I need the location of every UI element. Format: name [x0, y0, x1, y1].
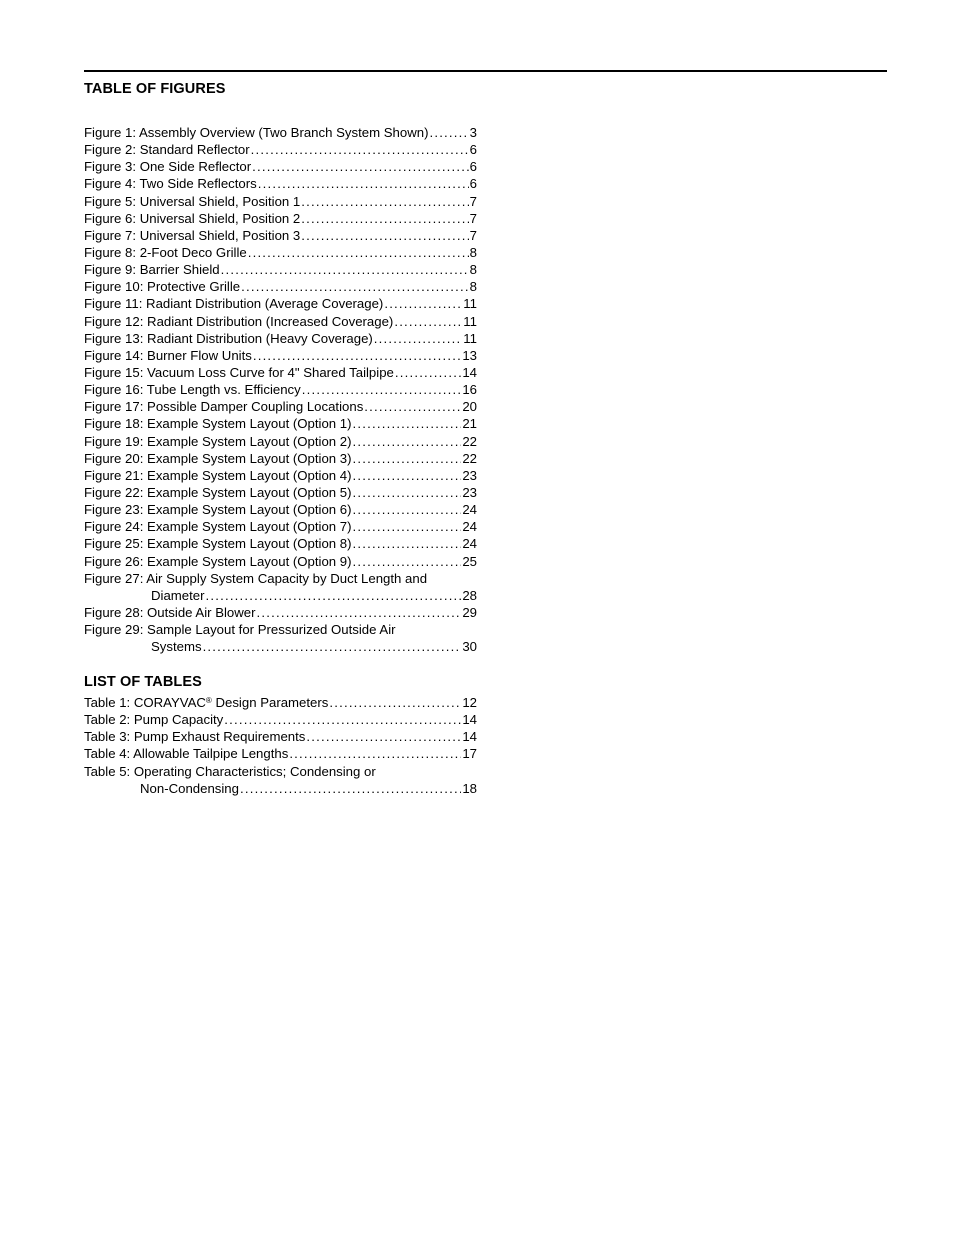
dot-leader [253, 347, 461, 364]
page-number: 11 [463, 330, 477, 346]
dot-leader [374, 330, 463, 347]
page-number: 13 [462, 347, 477, 363]
page-number: 8 [469, 279, 477, 295]
page-number: 7 [469, 193, 477, 209]
dot-leader [301, 227, 468, 244]
figures-list [84, 124, 477, 655]
page-number: 16 [462, 382, 477, 398]
page-number: 24 [462, 536, 477, 552]
page-number: 8 [469, 262, 477, 278]
list-item[interactable]: Figure 13: Radiant Distribution (Heavy Coverage) ..... 11 [84, 330, 477, 347]
page-number: 23 [462, 484, 477, 500]
list-item[interactable]: Table 2: Pump Capacity ..... 14 [84, 711, 477, 728]
list-item[interactable]: Figure 6: Universal Shield, Position 2 ..... 7 [84, 210, 477, 227]
page-number: 25 [462, 553, 477, 569]
page-number: 14 [462, 712, 477, 728]
page-number: 22 [462, 433, 477, 449]
list-item[interactable]: Table 5: Operating Characteristics; Condensing or Non-Condensing ..... 18 [84, 763, 477, 797]
dot-leader [302, 381, 462, 398]
list-of-tables-heading: LIST OF TABLES [84, 674, 202, 690]
page-number: 29 [462, 604, 477, 620]
list-item[interactable]: Figure 7: Universal Shield, Position 3 ..... 7 [84, 227, 477, 244]
dot-leader [353, 553, 462, 570]
dot-leader [258, 175, 469, 192]
list-item[interactable]: Figure 24: Example System Layout (Option 7) ..... 24 [84, 518, 477, 535]
page-number: 8 [469, 244, 477, 260]
dot-leader [306, 728, 461, 745]
list-item[interactable]: Figure 18: Example System Layout (Option 1) ..... 21 [84, 415, 477, 432]
list-item[interactable]: Table 3: Pump Exhaust Requirements ..... 14 [84, 728, 477, 745]
list-item[interactable]: Figure 22: Example System Layout (Option 5) ..... 23 [84, 484, 477, 501]
dot-leader [353, 535, 462, 552]
list-item[interactable]: Figure 3: One Side Reflector ..... 6 [84, 158, 477, 175]
dot-leader [384, 295, 462, 312]
page-number: 6 [469, 176, 477, 192]
list-item[interactable]: Figure 16: Tube Length vs. Efficiency ..... 16 [84, 381, 477, 398]
dot-leader [364, 398, 461, 415]
list-item[interactable]: Figure 28: Outside Air Blower ..... 29 [84, 604, 477, 621]
dot-leader [394, 313, 462, 330]
page-number: 11 [463, 296, 477, 312]
page-number: 6 [469, 159, 477, 175]
dot-leader [224, 711, 461, 728]
dot-leader [206, 587, 462, 604]
dot-leader [252, 158, 469, 175]
list-item[interactable]: Figure 15: Vacuum Loss Curve for 4" Shared Tailpipe ..... 14 [84, 364, 477, 381]
page-number: 18 [462, 780, 477, 796]
list-item[interactable]: Figure 29: Sample Layout for Pressurized Outside Air Systems ..... 30 [84, 621, 477, 655]
dot-leader [395, 364, 461, 381]
dot-leader [329, 694, 461, 711]
dot-leader [353, 415, 462, 432]
dot-leader [248, 244, 469, 261]
list-item[interactable]: Figure 8: 2-Foot Deco Grille ..... 8 [84, 244, 477, 261]
list-item[interactable]: Figure 25: Example System Layout (Option 8) ..... 24 [84, 535, 477, 552]
dot-leader [251, 141, 469, 158]
list-item[interactable]: Figure 5: Universal Shield, Position 1 ..... 7 [84, 193, 477, 210]
page-number: 22 [462, 450, 477, 466]
list-item[interactable]: Figure 26: Example System Layout (Option 9) ..... 25 [84, 553, 477, 570]
dot-leader [301, 210, 468, 227]
list-item[interactable]: Figure 17: Possible Damper Coupling Locations ..... 20 [84, 398, 477, 415]
list-item[interactable]: Figure 19: Example System Layout (Option 2) ..... 22 [84, 433, 477, 450]
dot-leader [429, 124, 468, 141]
list-item[interactable]: Figure 1: Assembly Overview (Two Branch System Shown) ..... 3 [84, 124, 477, 141]
dot-leader [353, 433, 462, 450]
list-item[interactable]: Figure 27: Air Supply System Capacity by Duct Length and Diameter ..... 28 [84, 570, 477, 604]
page-number: 14 [462, 364, 477, 380]
page-number: 30 [462, 639, 477, 655]
dot-leader [353, 450, 462, 467]
page-number: 24 [462, 502, 477, 518]
dot-leader [203, 638, 462, 655]
page-number: 12 [462, 695, 477, 710]
tables-list [84, 694, 477, 797]
page-number: 11 [463, 313, 477, 329]
list-item[interactable]: Figure 4: Two Side Reflectors ..... 6 [84, 175, 477, 192]
page-number: 23 [462, 467, 477, 483]
list-item[interactable]: Figure 10: Protective Grille ..... 8 [84, 278, 477, 295]
list-item[interactable]: Figure 20: Example System Layout (Option 3) ..... 22 [84, 450, 477, 467]
dot-leader [240, 780, 461, 797]
dot-leader [353, 501, 462, 518]
dot-leader [221, 261, 469, 278]
list-item[interactable]: Table 1: CORAYVAC® Design Parameters ..... 12 [84, 694, 477, 711]
table-of-figures-heading: TABLE OF FIGURES [84, 81, 226, 97]
dot-leader [353, 484, 462, 501]
page-number: 21 [462, 416, 477, 432]
page-number: 7 [469, 210, 477, 226]
page-number: 14 [462, 729, 477, 745]
dot-leader [301, 193, 468, 210]
list-item[interactable]: Figure 9: Barrier Shield ..... 8 [84, 261, 477, 278]
registered-mark: ® [205, 696, 212, 705]
list-item[interactable]: Figure 11: Radiant Distribution (Average Coverage) ..... 11 [84, 295, 477, 312]
page-number: 24 [462, 519, 477, 535]
list-item[interactable]: Figure 23: Example System Layout (Option 6) ..... 24 [84, 501, 477, 518]
dot-leader [289, 745, 461, 762]
page-number: 17 [462, 746, 477, 762]
dot-leader [353, 467, 462, 484]
dot-leader [353, 518, 462, 535]
list-item[interactable]: Figure 14: Burner Flow Units ..... 13 [84, 347, 477, 364]
list-item[interactable]: Table 4: Allowable Tailpipe Lengths ..... 17 [84, 745, 477, 762]
page-number: 3 [469, 125, 477, 140]
dot-leader [241, 278, 469, 295]
list-item[interactable]: Figure 21: Example System Layout (Option 4) ..... 23 [84, 467, 477, 484]
page-number: 6 [469, 142, 477, 158]
list-item[interactable]: Figure 12: Radiant Distribution (Increased Coverage) ..... 11 [84, 313, 477, 330]
header-rule [84, 70, 887, 72]
list-item[interactable]: Figure 2: Standard Reflector ..... 6 [84, 141, 477, 158]
page-number: 28 [462, 587, 477, 603]
dot-leader [257, 604, 462, 621]
page-number: 7 [469, 227, 477, 243]
page-number: 20 [462, 399, 477, 415]
